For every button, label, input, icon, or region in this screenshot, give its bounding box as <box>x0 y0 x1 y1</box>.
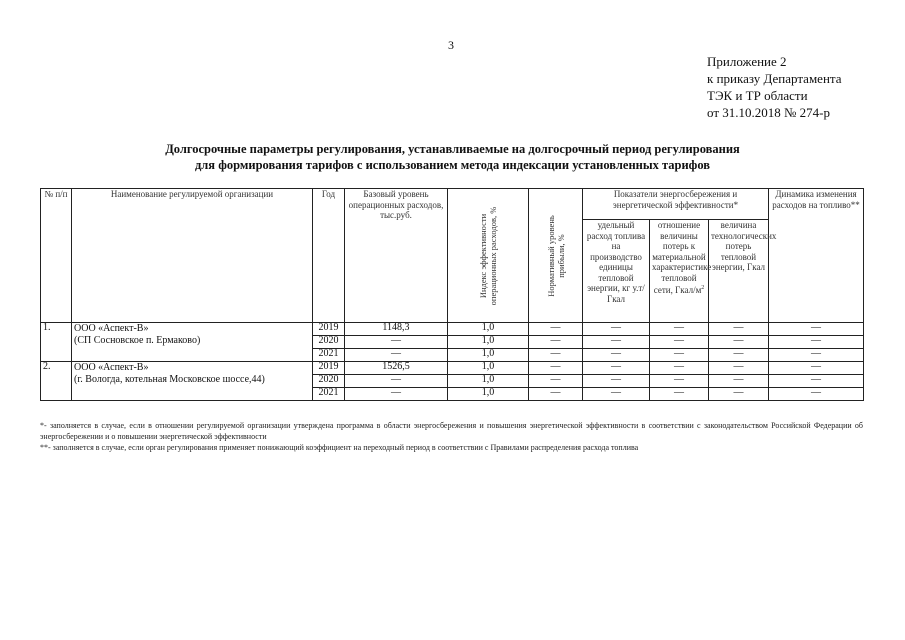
cell-ratio: — <box>650 336 709 349</box>
header-ratio-text: отношение величины потерь к материальной характеристике тепловой сети, Гкал/м <box>652 220 712 295</box>
cell-dynamics: — <box>769 336 864 349</box>
title-line: для формирования тарифов с использованием метода индексации установленных тарифов <box>194 158 711 172</box>
header-index <box>448 189 529 323</box>
row-org <box>72 323 313 362</box>
title-line: Долгосрочные параметры регулирования, устанавливаемые на долгосрочный период регулирования <box>165 142 740 156</box>
cell-fuel: — <box>583 336 650 349</box>
cell-fuel: — <box>583 349 650 362</box>
cell-dynamics: — <box>769 388 864 401</box>
header-losses: величина технологических потерь тепловой энергии, Гкал <box>709 220 769 323</box>
header-num: № п/п <box>41 189 72 323</box>
cell-norm: — <box>529 375 583 388</box>
cell-dynamics: — <box>769 375 864 388</box>
cell-index: 1,0 <box>448 388 529 401</box>
cell-base: — <box>345 375 448 388</box>
org-location: (СП Сосновское п. Ермаково) <box>74 335 201 346</box>
header-energy-group: Показатели энергосбережения и энергетической эффективности* <box>583 189 769 220</box>
org-name: ООО «Аспект-В» <box>74 362 149 373</box>
cell-base: — <box>345 349 448 362</box>
header-ratio <box>650 220 712 323</box>
header-dynamics: Динамика изменения расходов на топливо** <box>769 189 864 323</box>
appendix-block <box>707 53 842 121</box>
header-org: Наименование регулируемой организации <box>72 189 313 323</box>
cell-norm: — <box>529 362 583 375</box>
cell-base: — <box>345 388 448 401</box>
cell-ratio: — <box>650 388 709 401</box>
cell-dynamics: — <box>769 349 864 362</box>
appendix-line: к приказу Департамента <box>707 71 842 86</box>
cell-losses: — <box>709 362 769 375</box>
cell-losses: — <box>709 349 769 362</box>
cell-index: 1,0 <box>448 362 529 375</box>
header-norm-text: Нормативный уровень прибыли, % <box>545 214 566 297</box>
row-num: 2. <box>41 362 72 401</box>
cell-ratio: — <box>650 375 709 388</box>
footnote: **- заполняется в случае, если орган регулирования применяет понижающий коэффициент на переходный период в соответствии с Правилами распределения расхода топлива <box>40 443 639 452</box>
header-base: Базовый уровень операционных расходов, тыс.руб. <box>345 189 448 323</box>
cell-index: 1,0 <box>448 375 529 388</box>
cell-base: — <box>345 336 448 349</box>
cell-year: 2019 <box>313 362 345 375</box>
cell-year: 2021 <box>313 349 345 362</box>
header-fuel: удельный расход топлива на производство единицы тепловой энергии, кг у.т/Гкал <box>583 220 650 323</box>
table-row <box>41 323 864 336</box>
document-title <box>0 141 905 173</box>
cell-year: 2020 <box>313 375 345 388</box>
cell-losses: — <box>709 323 769 336</box>
header-ratio-sup: 2 <box>701 285 705 291</box>
org-name: ООО «Аспект-В» <box>74 323 149 334</box>
cell-losses: — <box>709 388 769 401</box>
cell-fuel: — <box>583 323 650 336</box>
org-location: (г. Вологда, котельная Московское шоссе,44) <box>74 374 265 385</box>
cell-fuel: — <box>583 362 650 375</box>
cell-fuel: — <box>583 375 650 388</box>
cell-index: 1,0 <box>448 349 529 362</box>
cell-ratio: — <box>650 362 709 375</box>
footnotes <box>40 420 863 453</box>
cell-ratio: — <box>650 323 709 336</box>
appendix-line: Приложение 2 <box>707 54 787 69</box>
cell-base: 1526,5 <box>345 362 448 375</box>
cell-index: 1,0 <box>448 323 529 336</box>
row-org <box>72 362 313 401</box>
cell-norm: — <box>529 323 583 336</box>
header-norm <box>529 189 583 323</box>
appendix-line: ТЭК и ТР области <box>707 88 808 103</box>
page-number: 3 <box>448 38 454 52</box>
row-num: 1. <box>41 323 72 362</box>
table-row <box>41 362 864 375</box>
header-row <box>41 189 864 220</box>
cell-ratio: — <box>650 349 709 362</box>
footnote: *- заполняется в случае, если в отношении регулируемой организации утверждена программа в области энергосбережения и повышения энергетической эффективности в соответствии с законодательством Российской Федерации об энергосбережении и о повышении энергетической эффективности <box>40 421 863 441</box>
cell-losses: — <box>709 375 769 388</box>
cell-norm: — <box>529 336 583 349</box>
header-year: Год <box>313 189 345 323</box>
cell-year: 2021 <box>313 388 345 401</box>
cell-norm: — <box>529 349 583 362</box>
header-index-text: Индекс эффективности операционных расходов, % <box>478 206 498 305</box>
cell-dynamics: — <box>769 362 864 375</box>
cell-fuel: — <box>583 388 650 401</box>
cell-dynamics: — <box>769 323 864 336</box>
cell-base: 1148,3 <box>345 323 448 336</box>
cell-year: 2019 <box>313 323 345 336</box>
cell-year: 2020 <box>313 336 345 349</box>
cell-losses: — <box>709 336 769 349</box>
appendix-line: от 31.10.2018 № 274-р <box>707 105 830 120</box>
cell-index: 1,0 <box>448 336 529 349</box>
cell-norm: — <box>529 388 583 401</box>
parameters-table <box>40 188 864 401</box>
